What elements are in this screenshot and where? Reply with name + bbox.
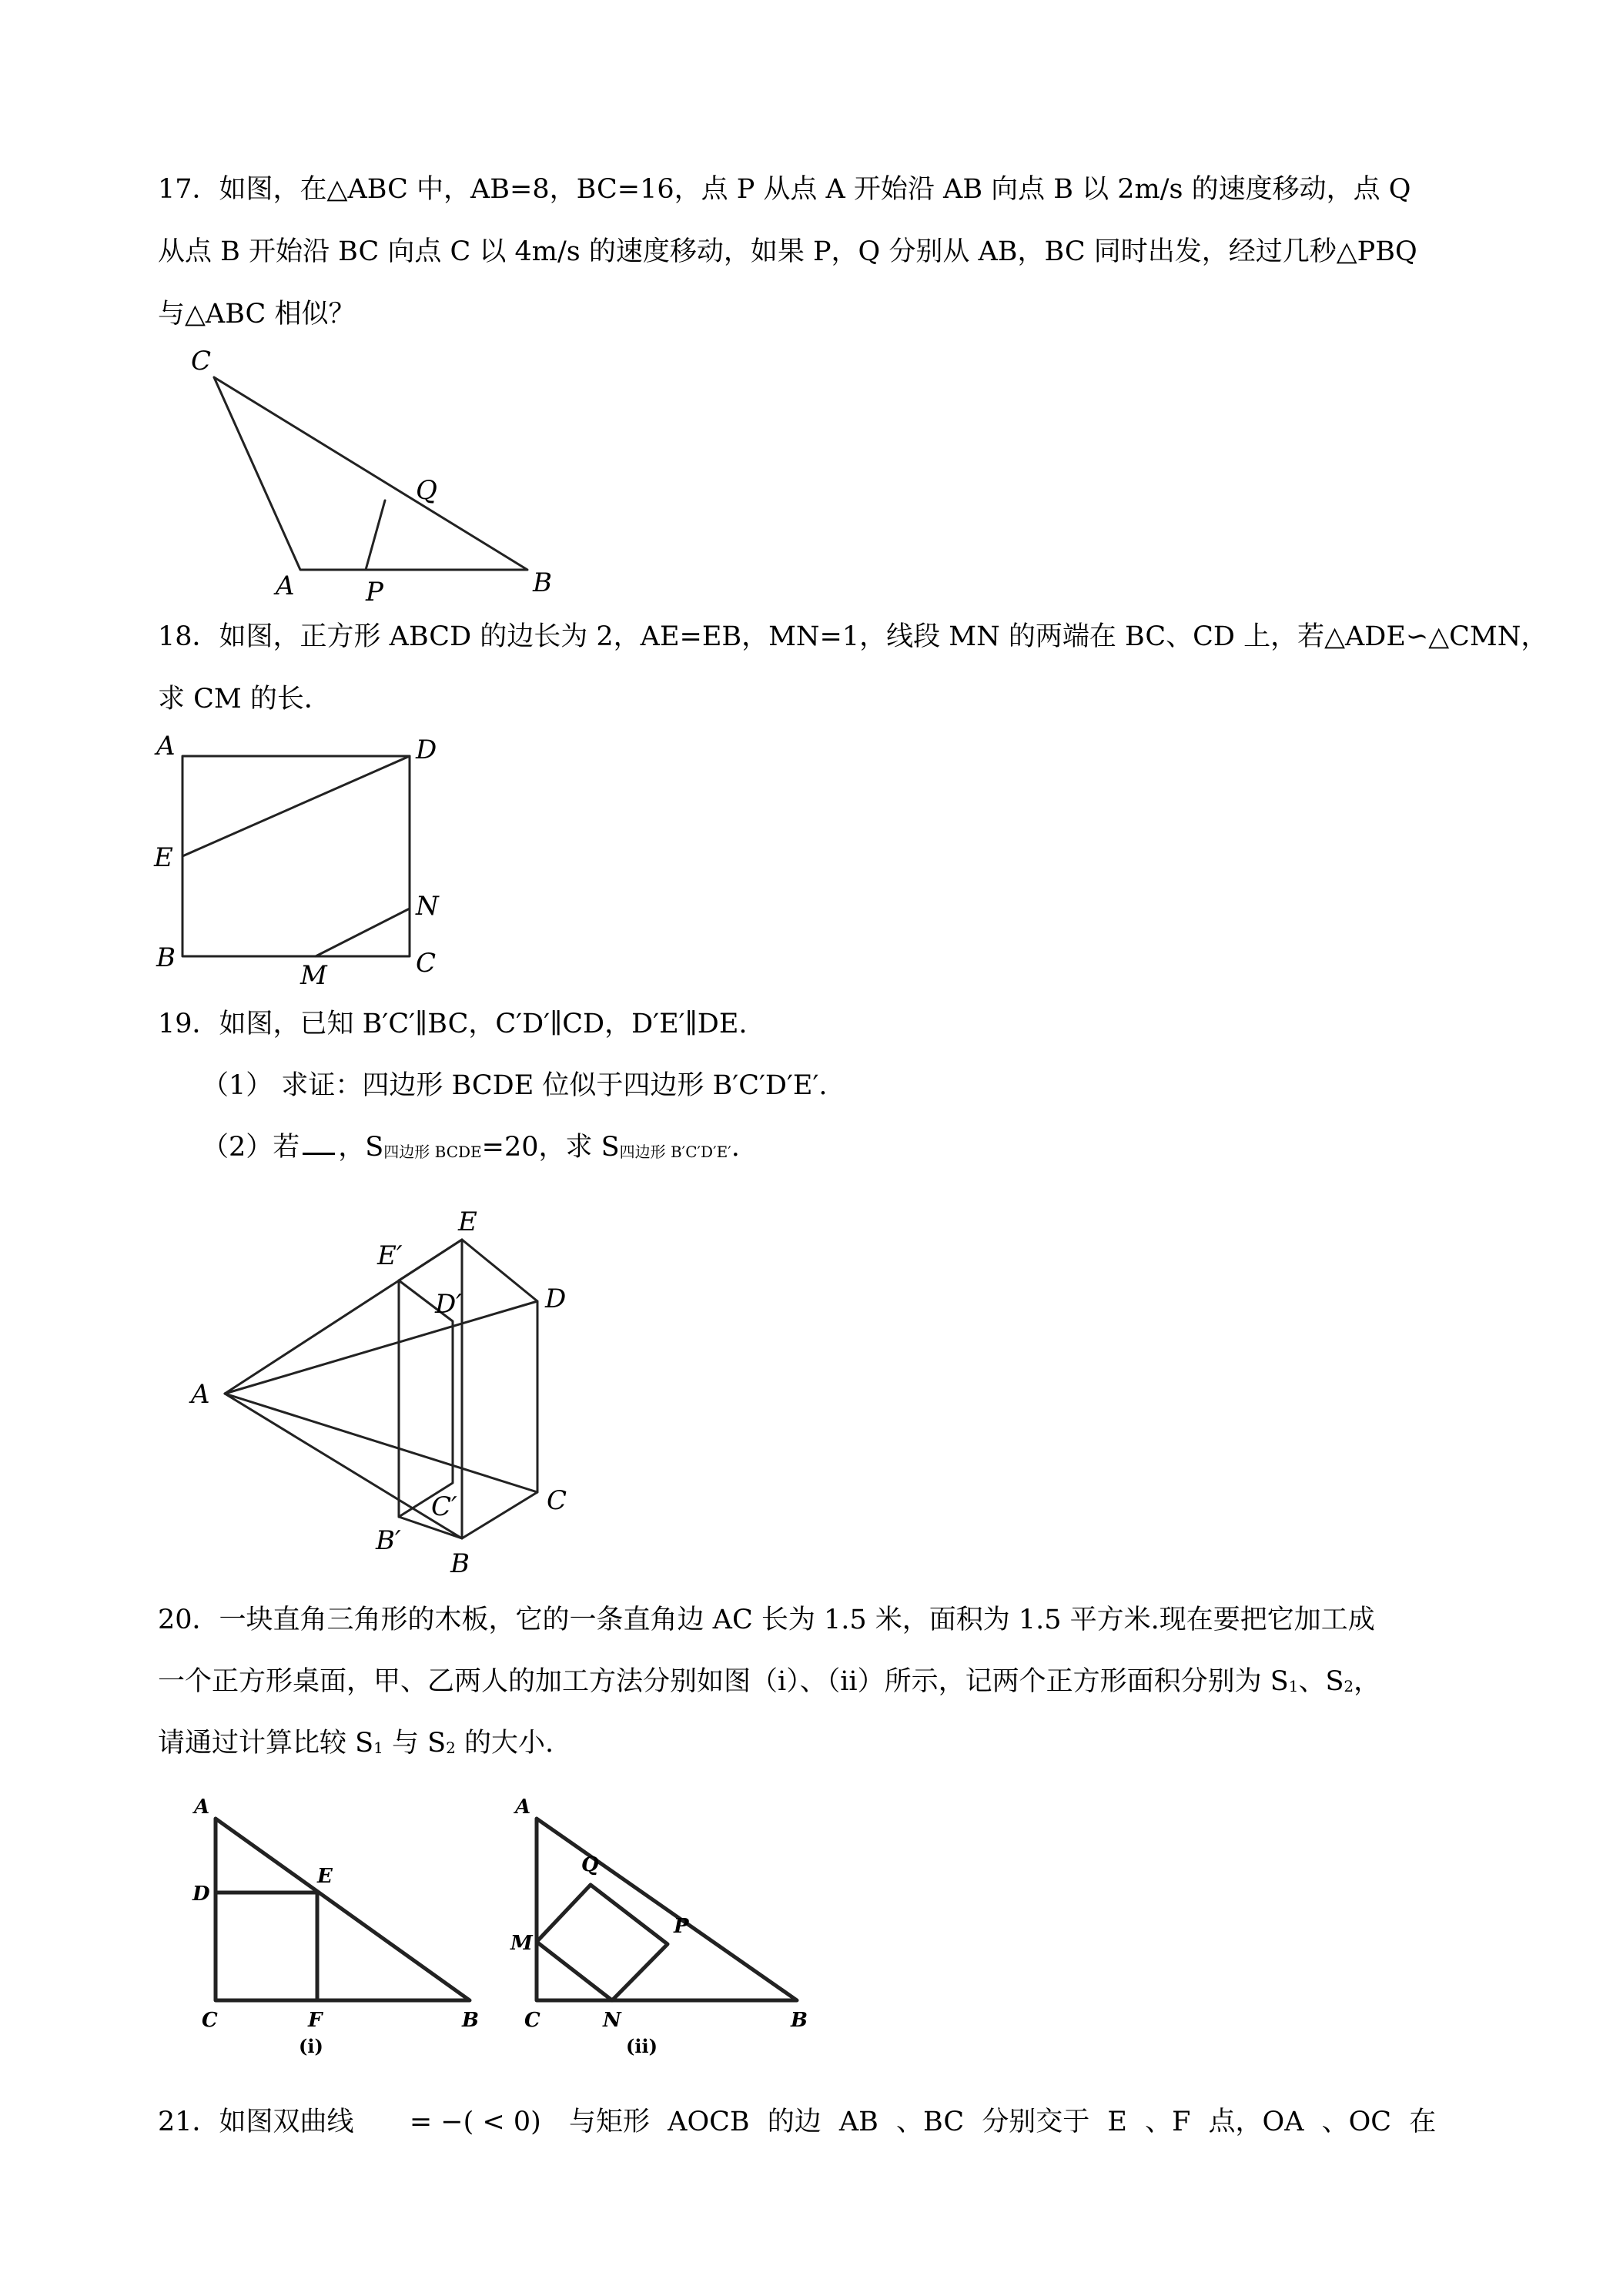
q18-label-b: B	[156, 942, 176, 973]
q20-fig2-label-a: A	[515, 1796, 531, 1819]
q21-prefix: 21．如图双曲线	[158, 2107, 354, 2137]
q21-formula: = −( < 0)	[409, 2107, 541, 2137]
q19-label-a: A	[191, 1379, 210, 1410]
q19-label-d: D	[545, 1284, 567, 1314]
q18-label-c: C	[416, 948, 437, 979]
q20-line3-c: 的大小.	[455, 1728, 554, 1759]
q17-label-b: B	[533, 567, 552, 598]
q19-label-e-prime: E′	[377, 1240, 403, 1271]
q19-homothety-figure	[185, 1201, 739, 1578]
q19-label-e: E	[458, 1207, 477, 1237]
q17-label-a: A	[276, 571, 295, 601]
q20-line2-a: 一个正方形桌面，甲、乙两人的加工方法分别如图（i）、（ii）所示，记两个正方形面积分别为 S	[158, 1666, 1289, 1697]
q17-label-p: P	[366, 577, 383, 601]
q20-fig2-label-c: C	[524, 2009, 540, 2032]
q17-text-line3: 与△ABC 相似？	[158, 299, 356, 330]
q19-part2	[202, 1130, 740, 1169]
q19-sub-bcde: 四边形 BCDE	[383, 1143, 482, 1161]
q17-triangle-figure	[177, 346, 577, 601]
q20-fig1-label-f: F	[308, 2009, 323, 2032]
q20-fig2-caption: (ii)	[626, 2035, 658, 2057]
q20-text-line1: 20．一块直角三角形的木板，它的一条直角边 AC 长为 1.5 米，面积为 1.5 平方米.现在要把它加工成	[158, 1605, 1375, 1635]
q19-label-d-prime: D′	[435, 1289, 462, 1320]
q20-text-line3	[158, 1726, 554, 1765]
q19-label-b: B	[450, 1548, 470, 1578]
q19-label-b-prime: B′	[376, 1525, 401, 1556]
q18-label-a: A	[156, 731, 176, 761]
q17-label-q: Q	[416, 475, 437, 506]
q20-sub-2b: 2	[446, 1739, 456, 1757]
q19-label-c-prime: C′	[431, 1491, 457, 1522]
q20-fig2-label-p: P	[674, 1915, 689, 1938]
q20-figure-i	[185, 1786, 493, 2071]
q20-fig2-label-m: M	[510, 1932, 533, 1955]
q18-label-m: M	[300, 960, 327, 991]
q20-fig1-label-b: B	[462, 2009, 479, 2032]
q18-label-e: E	[154, 842, 173, 873]
q20-fig1-caption: (i)	[299, 2035, 323, 2057]
q17-text-line1: 17．如图，在△ABC 中，AB=8，BC=16，点 P 从点 A 开始沿 AB 向点 B 以 2m/s 的速度移动，点 Q	[158, 174, 1411, 205]
q17-label-c: C	[191, 346, 212, 377]
q19-part2-mid: ，S	[338, 1132, 384, 1163]
q19-sub-bcde-prime: 四边形 B′C′D′E′	[619, 1143, 731, 1161]
q20-line3-a: 请通过计算比较 S	[158, 1728, 374, 1759]
q20-fig2-label-n: N	[603, 2009, 621, 2032]
q19-part1: （1） 求证：四边形 BCDE 位似于四边形 B′C′D′E′.	[202, 1070, 828, 1101]
q18-text-line1: 18．如图，正方形 ABCD 的边长为 2，AE=EB，MN=1，线段 MN 的两端在 BC、CD 上，若△ADE∽△CMN，	[158, 621, 1548, 652]
q20-sub-2: 2	[1344, 1677, 1354, 1695]
q20-line2-b: 、S	[1298, 1666, 1344, 1697]
q20-line3-b: 与 S	[383, 1728, 447, 1759]
q19-text-line1: 19．如图，已知 B′C′∥BC，C′D′∥CD，D′E′∥DE.	[158, 1009, 748, 1039]
q20-sub-1: 1	[1288, 1677, 1299, 1695]
q19-part2-prefix: （2）若	[202, 1132, 300, 1163]
q19-part2-eq: =20，求 S	[481, 1132, 620, 1163]
q18-text-line2: 求 CM 的长．	[158, 684, 331, 715]
q20-fig1-label-c: C	[202, 2009, 218, 2032]
q20-fig2-label-q: Q	[581, 1853, 599, 1876]
q20-fig1-label-e: E	[317, 1865, 333, 1888]
q20-line2-c: ，	[1354, 1666, 1381, 1697]
q20-text-line2	[158, 1665, 1380, 1703]
q20-fig1-label-d: D	[192, 1883, 210, 1906]
q20-fig1-label-a: A	[194, 1796, 210, 1819]
q20-figure-ii	[504, 1786, 828, 2071]
q21-suffix: 与矩形 AOCB 的边 AB 、BC 分别交于 E 、F 点，OA 、OC 在	[569, 2107, 1437, 2137]
q19-ratio-fraction	[300, 1137, 338, 1160]
q20-sub-1b: 1	[373, 1739, 383, 1757]
q19-label-c: C	[547, 1485, 567, 1516]
q18-label-d: D	[416, 735, 437, 765]
q21-text-line1	[158, 2105, 1436, 2139]
q18-label-n: N	[416, 891, 439, 922]
q19-part2-end: .	[731, 1132, 740, 1163]
q20-fig2-label-b: B	[791, 2009, 808, 2032]
q18-square-figure	[150, 731, 466, 993]
q17-text-line2: 从点 B 开始沿 BC 向点 C 以 4m/s 的速度移动，如果 P，Q 分别从 AB，BC 同时出发，经过几秒△PBQ	[158, 236, 1417, 267]
